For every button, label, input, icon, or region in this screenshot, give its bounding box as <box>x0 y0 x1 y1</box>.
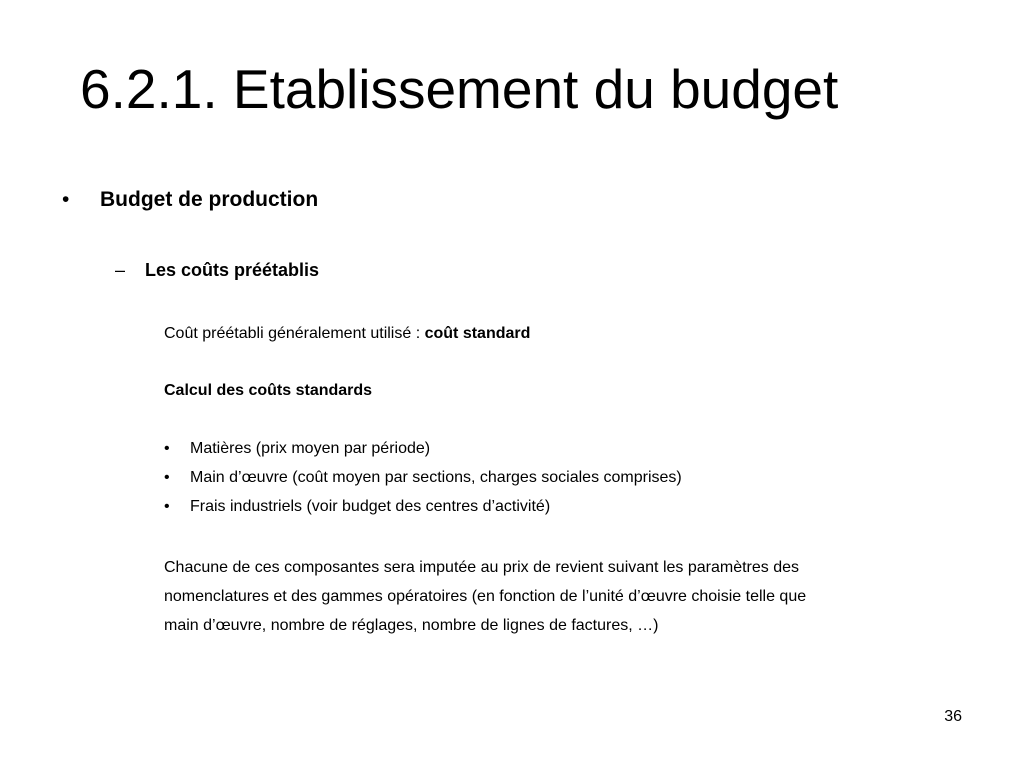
list-item <box>164 439 682 468</box>
bullet-budget-de-production <box>62 188 318 212</box>
dash-marker: – <box>115 260 126 280</box>
line-bold-text: coût standard <box>424 325 531 342</box>
paragraph-line: main d’œuvre, nombre de réglages, nombre de lignes de factures, …) <box>164 617 659 634</box>
cost-components-list <box>164 439 682 526</box>
list-item <box>164 468 682 497</box>
list-item <box>164 497 682 526</box>
list-item-text: Frais industriels (voir budget des centres d’activité) <box>190 498 551 515</box>
bullet-marker: • <box>62 188 70 211</box>
paragraph-line: Chacune de ces composantes sera imputée au prix de revient suivant les paramètres des <box>164 559 800 576</box>
cout-standard-line <box>164 325 530 343</box>
bullet-marker: • <box>164 498 170 515</box>
list-item-text: Matières (prix moyen par période) <box>190 440 431 457</box>
bullet-marker: • <box>164 469 170 486</box>
bullet-les-couts-preetablis <box>115 260 319 281</box>
bullet-marker: • <box>164 440 170 457</box>
line-text: Coût préétabli généralement utilisé : <box>164 325 425 342</box>
imputation-paragraph <box>164 553 974 640</box>
bullet-text: Budget de production <box>100 188 319 211</box>
slide-title: 6.2.1. Etablissement du budget <box>80 58 839 120</box>
page-number: 36 <box>944 708 962 725</box>
calcul-heading: Calcul des coûts standards <box>164 382 373 399</box>
bullet-text: Les coûts préétablis <box>145 260 320 280</box>
list-item-text: Main d’œuvre (coût moyen par sections, charges sociales comprises) <box>190 469 682 486</box>
paragraph-line: nomenclatures et des gammes opératoires (en fonction de l’unité d’œuvre choisie telle que <box>164 588 807 605</box>
